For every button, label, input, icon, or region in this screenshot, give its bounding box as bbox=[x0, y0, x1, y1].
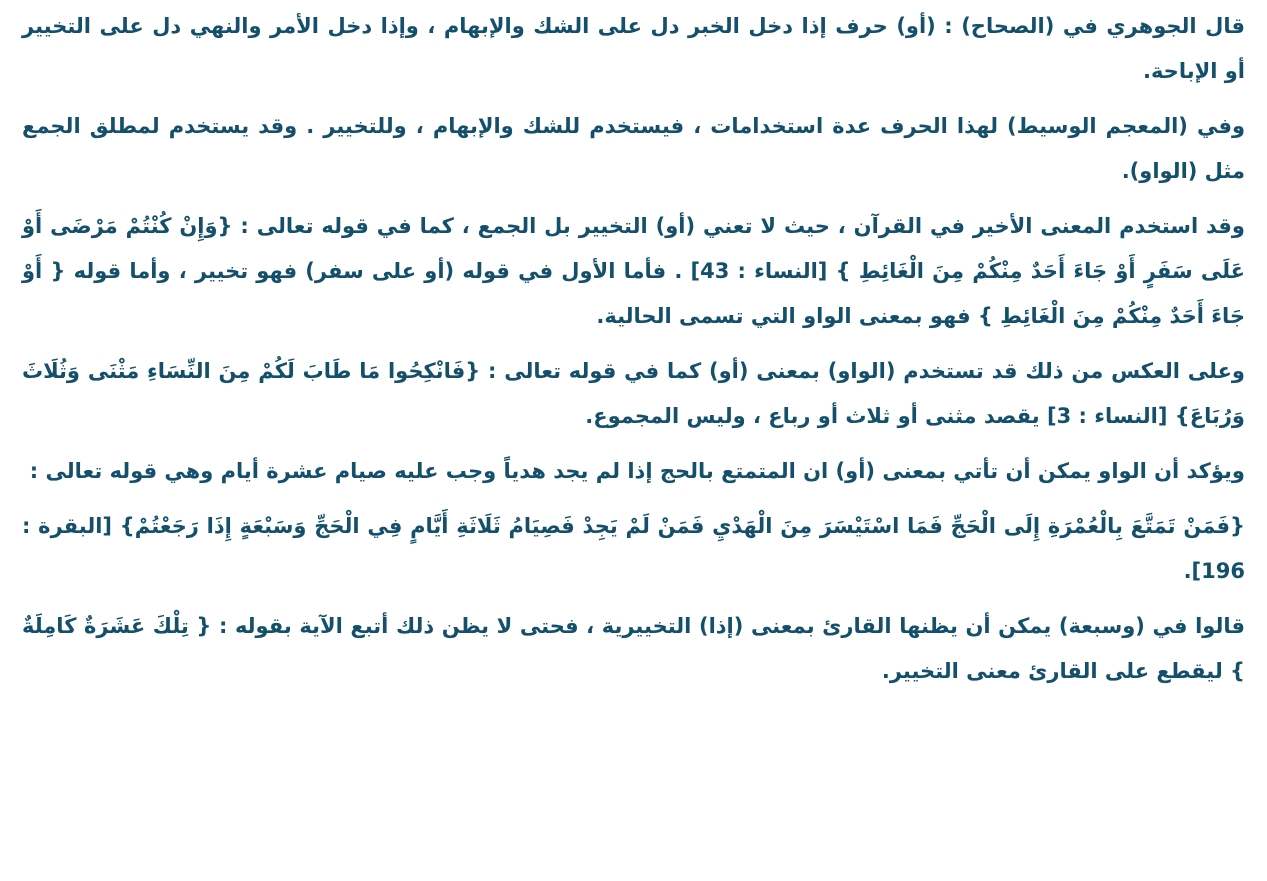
paragraph-baqarah-verse: {فَمَنْ تَمَتَّعَ بِالْعُمْرَةِ إِلَى الْحَجِّ فَمَا اسْتَيْسَرَ مِنَ الْهَدْيِ فَمَنْ لَمْ يَجِدْ فَصِيَامُ ثَلَاثَةِ أَيَّامٍ فِي الْحَجِّ وَسَبْعَةٍ إِذَا رَجَعْتُمْ} [البقرة : 196]. bbox=[22, 514, 1245, 583]
paragraph-quran-usage: وقد استخدم المعنى الأخير في القرآن ، حيث لا تعني (أو) التخيير بل الجمع ، كما في قوله تعالى : {وَإِنْ كُنْتُمْ مَرْضَى أَوْ عَلَى سَفَرٍ أَوْ جَاءَ أَحَدٌ مِنْكُمْ مِنَ الْغَائِطِ } [النساء : 43] . فأما الأول في قوله (أو على سفر) فهو تخيير ، وأما قوله { أَوْ جَاءَ أَحَدٌ مِنْكُمْ مِنَ الْغَائِطِ } فهو بمعنى الواو التي تسمى الحالية. bbox=[22, 214, 1245, 328]
paragraph-tamattu-proof: ويؤكد أن الواو يمكن أن تأتي بمعنى (أو) ان المتمتع بالحج إذا لم يجد هدياً وجب عليه صيام عشرة أيام وهي قوله تعالى : bbox=[29, 459, 1245, 483]
paragraph-conclusion: قالوا في (وسبعة) يمكن أن يظنها القارئ بمعنى (إذا) التخييرية ، فحتى لا يظن ذلك أتبع الآية بقوله : { تِلْكَ عَشَرَةٌ كَامِلَةٌ } ليقطع على القارئ معنى التخيير. bbox=[22, 614, 1245, 683]
paragraph-jawhari-definition: قال الجوهري في (الصحاح) : (أو) حرف إذا دخل الخبر دل على الشك والإبهام ، وإذا دخل الأمر والنهي دل على التخيير أو الإباحة. bbox=[22, 14, 1245, 83]
paragraph-waw-as-aw: وعلى العكس من ذلك قد تستخدم (الواو) بمعنى (أو) كما في قوله تعالى : {فَانْكِحُوا مَا طَابَ لَكُمْ مِنَ النِّسَاءِ مَثْنَى وَثُلَاثَ وَرُبَاعَ} [النساء : 3] يقصد مثنى أو ثلاث أو رباع ، وليس المجموع. bbox=[22, 359, 1245, 428]
paragraph-wasit-definition: وفي (المعجم الوسيط) لهذا الحرف عدة استخدامات ، فيستخدم للشك والإبهام ، وللتخيير . وقد يستخدم لمطلق الجمع مثل (الواو). bbox=[22, 114, 1245, 183]
